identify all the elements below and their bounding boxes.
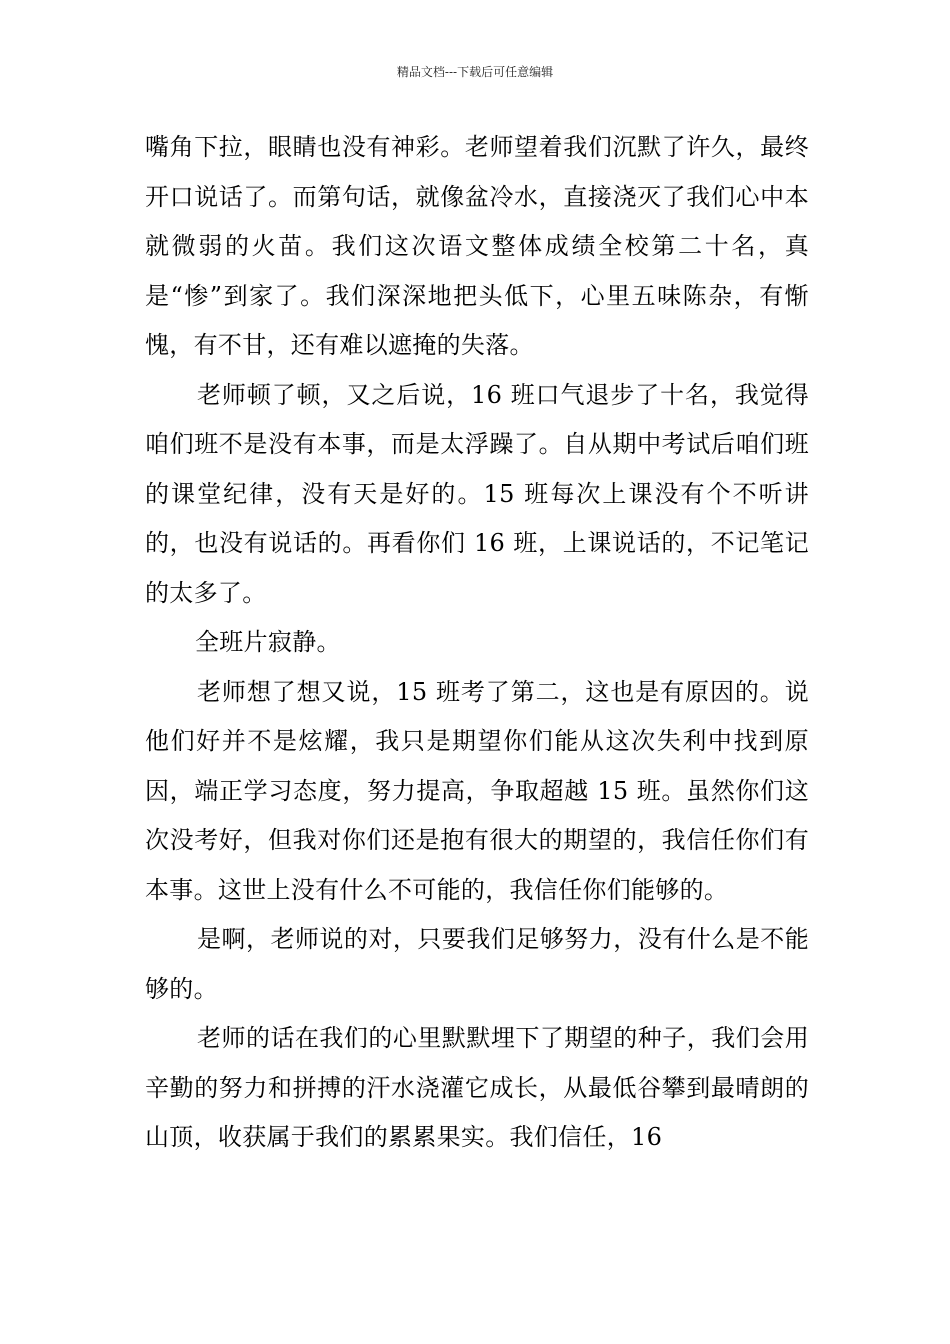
article-body — [145, 123, 809, 1163]
page-header: 精品文档---下载后可任意编辑 — [396, 65, 554, 79]
paragraph-1: 嘴角下拉，眼睛也没有神彩。老师望着我们沉默了许久，最终开口说话了。而第句话，就像盆冷水，直接浇灭了我们心中本就微弱的火苗。我们这次语文整体成绩全校第二十名，真是“惨”到家了。我们深深地把头低下，心里五味陈杂，有惭愧，有不甘，还有难以遮掩的失落。 — [145, 133, 809, 359]
paragraph-3: 全班片寂静。 — [195, 628, 341, 656]
paragraph-5: 是啊，老师说的对，只要我们足够努力，没有什么是不能够的。 — [145, 925, 809, 1003]
paragraph-2: 老师顿了顿，又之后说，16 班口气退步了十名，我觉得咱们班不是没有本事，而是太浮躁了。自从期中考试后咱们班的课堂纪律，没有天是好的。15 班每次上课没有个不听讲的，也没有说话的。再看你们 16 班，上课说话的，不记笔记的太多了。 — [145, 380, 809, 607]
paragraph-6: 老师的话在我们的心里默默埋下了期望的种子，我们会用辛勤的努力和拼搏的汗水浇灌它成长，从最低谷攀到最晴朗的山顶，收获属于我们的累累果实。我们信任，16 — [145, 1024, 809, 1151]
paragraph-4: 老师想了想又说，15 班考了第二，这也是有原因的。说他们好并不是炫耀，我只是期望你们能从这次失利中找到原因，端正学习态度，努力提高，争取超越 15 班。虽然你们这次没考好，但我对你们还是抱有很大的期望的，我信任你们有本事。这世上没有什么不可能的，我信任你们能够的。 — [145, 677, 809, 904]
